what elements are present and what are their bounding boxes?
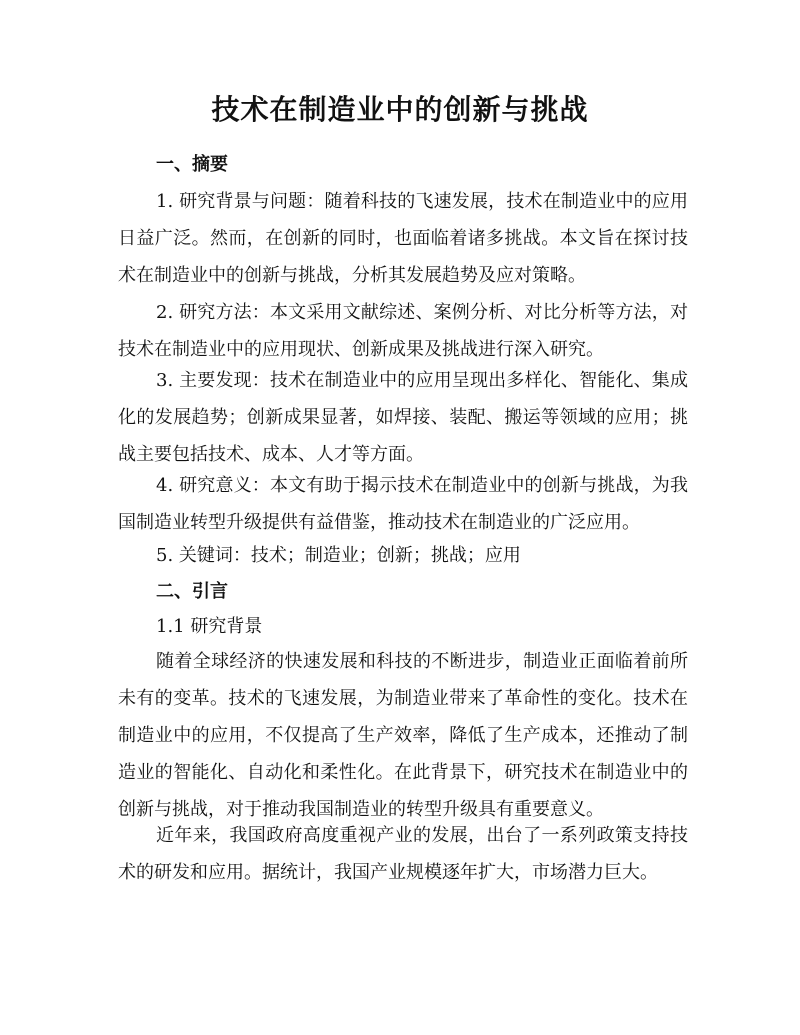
abstract-item: 1. 研究背景与问题：随着科技的飞速发展，技术在制造业中的应用日益广泛。然而，在创新的同时，也面临着诸多挑战。本文旨在探讨技术在制造业中的创新与挑战，分析其发展趋势及应对策略。 xyxy=(118,191,688,286)
document-title: 技术在制造业中的创新与挑战 xyxy=(211,93,589,126)
abstract-item: 3. 主要发现：技术在制造业中的应用呈现出多样化、智能化、集成化的发展趋势；创新成果显著，如焊接、装配、搬运等领域的应用；挑战主要包括技术、成本、人才等方面。 xyxy=(118,370,688,465)
abstract-item: 4. 研究意义：本文有助于揭示技术在制造业中的创新与挑战，为我国制造业转型升级提供有益借鉴，推动技术在制造业的广泛应用。 xyxy=(118,475,688,533)
body-paragraph: 随着全球经济的快速发展和科技的不断进步，制造业正面临着前所未有的变革。技术的飞速发展，为制造业带来了革命性的变化。技术在制造业中的应用，不仅提高了生产效率，降低了生产成本，还推动了制造业的智能化、自动化和柔性化。在此背景下，研究技术在制造业中的创新与挑战，对于推动我国制造业的转型升级具有重要意义。 xyxy=(118,651,688,820)
section-heading-intro: 二、引言 xyxy=(156,581,228,602)
keywords-line: 5. 关键词：技术；制造业；创新；挑战；应用 xyxy=(156,545,521,566)
abstract-item: 2. 研究方法：本文采用文献综述、案例分析、对比分析等方法，对技术在制造业中的应用现状、创新成果及挑战进行深入研究。 xyxy=(118,302,688,360)
subsection-heading: 1.1 研究背景 xyxy=(156,616,263,637)
body-paragraph: 近年来，我国政府高度重视产业的发展，出台了一系列政策支持技术的研发和应用。据统计，我国产业规模逐年扩大，市场潜力巨大。 xyxy=(118,825,688,883)
section-heading-abstract: 一、摘要 xyxy=(156,154,228,175)
